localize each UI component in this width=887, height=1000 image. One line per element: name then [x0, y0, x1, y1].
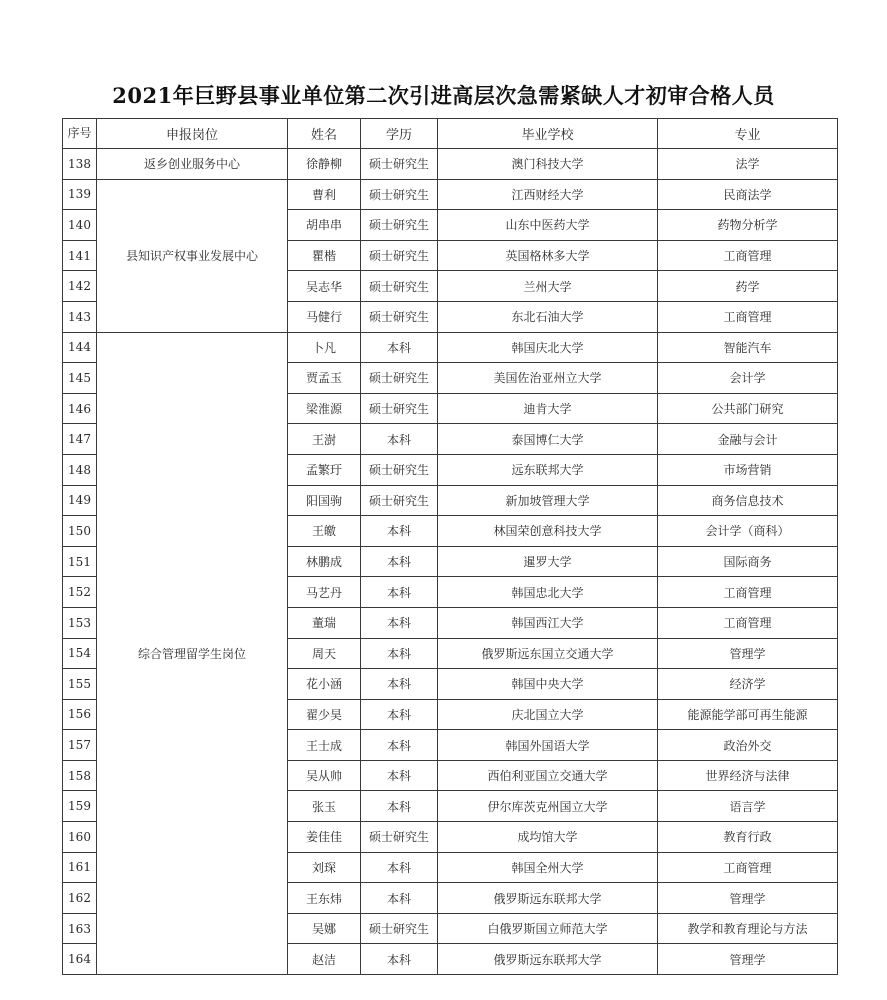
cell-school: 俄罗斯远东联邦大学 — [438, 944, 658, 975]
cell-major: 法学 — [658, 149, 838, 180]
cell-major: 世界经济与法律 — [658, 760, 838, 791]
table-row — [63, 332, 838, 363]
cell-education: 本科 — [361, 516, 438, 547]
header-seq: 序号 — [63, 119, 97, 149]
cell-seq: 153 — [63, 607, 97, 638]
cell-seq: 142 — [63, 271, 97, 302]
cell-seq: 160 — [63, 822, 97, 853]
header-education: 学历 — [361, 119, 438, 149]
cell-name: 梁淮源 — [288, 393, 361, 424]
cell-seq: 150 — [63, 516, 97, 547]
cell-major: 工商管理 — [658, 607, 838, 638]
cell-education: 硕士研究生 — [361, 179, 438, 210]
header-position: 申报岗位 — [97, 119, 288, 149]
cell-school: 白俄罗斯国立师范大学 — [438, 913, 658, 944]
cell-school: 暹罗大学 — [438, 546, 658, 577]
cell-education: 本科 — [361, 944, 438, 975]
cell-school: 韩国忠北大学 — [438, 577, 658, 608]
cell-seq: 155 — [63, 669, 97, 700]
cell-major: 药物分析学 — [658, 210, 838, 241]
cell-name: 赵洁 — [288, 944, 361, 975]
cell-education: 本科 — [361, 699, 438, 730]
cell-seq: 158 — [63, 760, 97, 791]
cell-education: 硕士研究生 — [361, 913, 438, 944]
cell-seq: 149 — [63, 485, 97, 516]
cell-seq: 138 — [63, 149, 97, 180]
cell-school: 兰州大学 — [438, 271, 658, 302]
cell-school: 俄罗斯远东联邦大学 — [438, 883, 658, 914]
cell-name: 王皦 — [288, 516, 361, 547]
cell-seq: 161 — [63, 852, 97, 883]
cell-education: 本科 — [361, 424, 438, 455]
cell-education: 本科 — [361, 760, 438, 791]
cell-major: 商务信息技术 — [658, 485, 838, 516]
cell-major: 经济学 — [658, 669, 838, 700]
header-school: 毕业学校 — [438, 119, 658, 149]
cell-position: 返乡创业服务中心 — [97, 149, 288, 180]
header-major: 专业 — [658, 119, 838, 149]
cell-seq: 154 — [63, 638, 97, 669]
cell-name: 翟少昊 — [288, 699, 361, 730]
cell-education: 硕士研究生 — [361, 271, 438, 302]
cell-name: 王东炜 — [288, 883, 361, 914]
cell-school: 韩国中央大学 — [438, 669, 658, 700]
cell-school: 远东联邦大学 — [438, 454, 658, 485]
cell-major: 会计学（商科） — [658, 516, 838, 547]
cell-name: 胡串串 — [288, 210, 361, 241]
table-row — [63, 149, 838, 180]
cell-name: 卜凡 — [288, 332, 361, 363]
cell-school: 东北石油大学 — [438, 301, 658, 332]
cell-education: 本科 — [361, 669, 438, 700]
cell-seq: 157 — [63, 730, 97, 761]
cell-name: 张玉 — [288, 791, 361, 822]
cell-major: 工商管理 — [658, 577, 838, 608]
cell-name: 姜佳佳 — [288, 822, 361, 853]
cell-school: 山东中医药大学 — [438, 210, 658, 241]
cell-education: 硕士研究生 — [361, 393, 438, 424]
cell-school: 新加坡管理大学 — [438, 485, 658, 516]
cell-education: 硕士研究生 — [361, 240, 438, 271]
cell-major: 智能汽车 — [658, 332, 838, 363]
cell-seq: 162 — [63, 883, 97, 914]
cell-education: 本科 — [361, 607, 438, 638]
cell-name: 瞿楷 — [288, 240, 361, 271]
cell-name: 阳国驹 — [288, 485, 361, 516]
cell-name: 吴志华 — [288, 271, 361, 302]
document-title: 2021年巨野县事业单位第二次引进高层次急需紧缺人才初审合格人员 — [112, 83, 775, 108]
cell-education: 硕士研究生 — [361, 149, 438, 180]
cell-name: 王澍 — [288, 424, 361, 455]
cell-name: 王士成 — [288, 730, 361, 761]
roster-body — [63, 149, 838, 975]
cell-position: 县知识产权事业发展中心 — [97, 179, 288, 332]
cell-education: 本科 — [361, 546, 438, 577]
cell-education: 本科 — [361, 332, 438, 363]
cell-seq: 147 — [63, 424, 97, 455]
cell-name: 花小涵 — [288, 669, 361, 700]
cell-seq: 144 — [63, 332, 97, 363]
cell-education: 本科 — [361, 883, 438, 914]
cell-school: 伊尔库茨克州国立大学 — [438, 791, 658, 822]
cell-major: 教学和教育理论与方法 — [658, 913, 838, 944]
cell-school: 韩国全州大学 — [438, 852, 658, 883]
cell-seq: 146 — [63, 393, 97, 424]
cell-seq: 152 — [63, 577, 97, 608]
cell-name: 董瑞 — [288, 607, 361, 638]
cell-education: 硕士研究生 — [361, 822, 438, 853]
cell-school: 江西财经大学 — [438, 179, 658, 210]
cell-name: 刘琛 — [288, 852, 361, 883]
cell-major: 市场营销 — [658, 454, 838, 485]
cell-seq: 151 — [63, 546, 97, 577]
cell-major: 药学 — [658, 271, 838, 302]
cell-major: 公共部门研究 — [658, 393, 838, 424]
cell-major: 政治外交 — [658, 730, 838, 761]
cell-major: 会计学 — [658, 363, 838, 394]
cell-seq: 143 — [63, 301, 97, 332]
cell-school: 澳门科技大学 — [438, 149, 658, 180]
cell-education: 本科 — [361, 730, 438, 761]
cell-major: 工商管理 — [658, 852, 838, 883]
cell-name: 吴从帅 — [288, 760, 361, 791]
cell-major: 管理学 — [658, 638, 838, 669]
cell-seq: 140 — [63, 210, 97, 241]
cell-education: 本科 — [361, 577, 438, 608]
cell-school: 韩国西江大学 — [438, 607, 658, 638]
table-row — [63, 179, 838, 210]
cell-name: 周天 — [288, 638, 361, 669]
cell-seq: 156 — [63, 699, 97, 730]
cell-school: 迪肯大学 — [438, 393, 658, 424]
cell-name: 马艺丹 — [288, 577, 361, 608]
cell-education: 硕士研究生 — [361, 454, 438, 485]
cell-major: 教育行政 — [658, 822, 838, 853]
cell-major: 能源能学部可再生能源 — [658, 699, 838, 730]
cell-major: 管理学 — [658, 944, 838, 975]
cell-school: 韩国庆北大学 — [438, 332, 658, 363]
cell-seq: 148 — [63, 454, 97, 485]
cell-position: 综合管理留学生岗位 — [97, 332, 288, 974]
cell-seq: 159 — [63, 791, 97, 822]
cell-education: 硕士研究生 — [361, 210, 438, 241]
cell-major: 语言学 — [658, 791, 838, 822]
cell-education: 本科 — [361, 852, 438, 883]
cell-name: 贾孟玉 — [288, 363, 361, 394]
cell-education: 硕士研究生 — [361, 363, 438, 394]
cell-school: 林国荣创意科技大学 — [438, 516, 658, 547]
cell-education: 本科 — [361, 791, 438, 822]
cell-major: 金融与会计 — [658, 424, 838, 455]
cell-education: 硕士研究生 — [361, 301, 438, 332]
cell-major: 民商法学 — [658, 179, 838, 210]
header-row — [63, 119, 838, 149]
cell-name: 吴娜 — [288, 913, 361, 944]
cell-school: 俄罗斯远东国立交通大学 — [438, 638, 658, 669]
cell-seq: 163 — [63, 913, 97, 944]
cell-major: 工商管理 — [658, 301, 838, 332]
cell-major: 管理学 — [658, 883, 838, 914]
cell-school: 庆北国立大学 — [438, 699, 658, 730]
cell-school: 成均馆大学 — [438, 822, 658, 853]
header-name: 姓名 — [288, 119, 361, 149]
cell-education: 硕士研究生 — [361, 485, 438, 516]
cell-school: 西伯利亚国立交通大学 — [438, 760, 658, 791]
cell-major: 工商管理 — [658, 240, 838, 271]
cell-name: 徐静柳 — [288, 149, 361, 180]
cell-name: 孟繁玗 — [288, 454, 361, 485]
cell-school: 韩国外国语大学 — [438, 730, 658, 761]
cell-name: 林鹏成 — [288, 546, 361, 577]
cell-school: 英国格林多大学 — [438, 240, 658, 271]
cell-name: 马健行 — [288, 301, 361, 332]
cell-name: 曹利 — [288, 179, 361, 210]
cell-seq: 139 — [63, 179, 97, 210]
roster-table — [62, 118, 838, 975]
cell-seq: 145 — [63, 363, 97, 394]
cell-school: 泰国博仁大学 — [438, 424, 658, 455]
cell-seq: 141 — [63, 240, 97, 271]
cell-major: 国际商务 — [658, 546, 838, 577]
cell-school: 美国佐治亚州立大学 — [438, 363, 658, 394]
cell-education: 本科 — [361, 638, 438, 669]
cell-seq: 164 — [63, 944, 97, 975]
